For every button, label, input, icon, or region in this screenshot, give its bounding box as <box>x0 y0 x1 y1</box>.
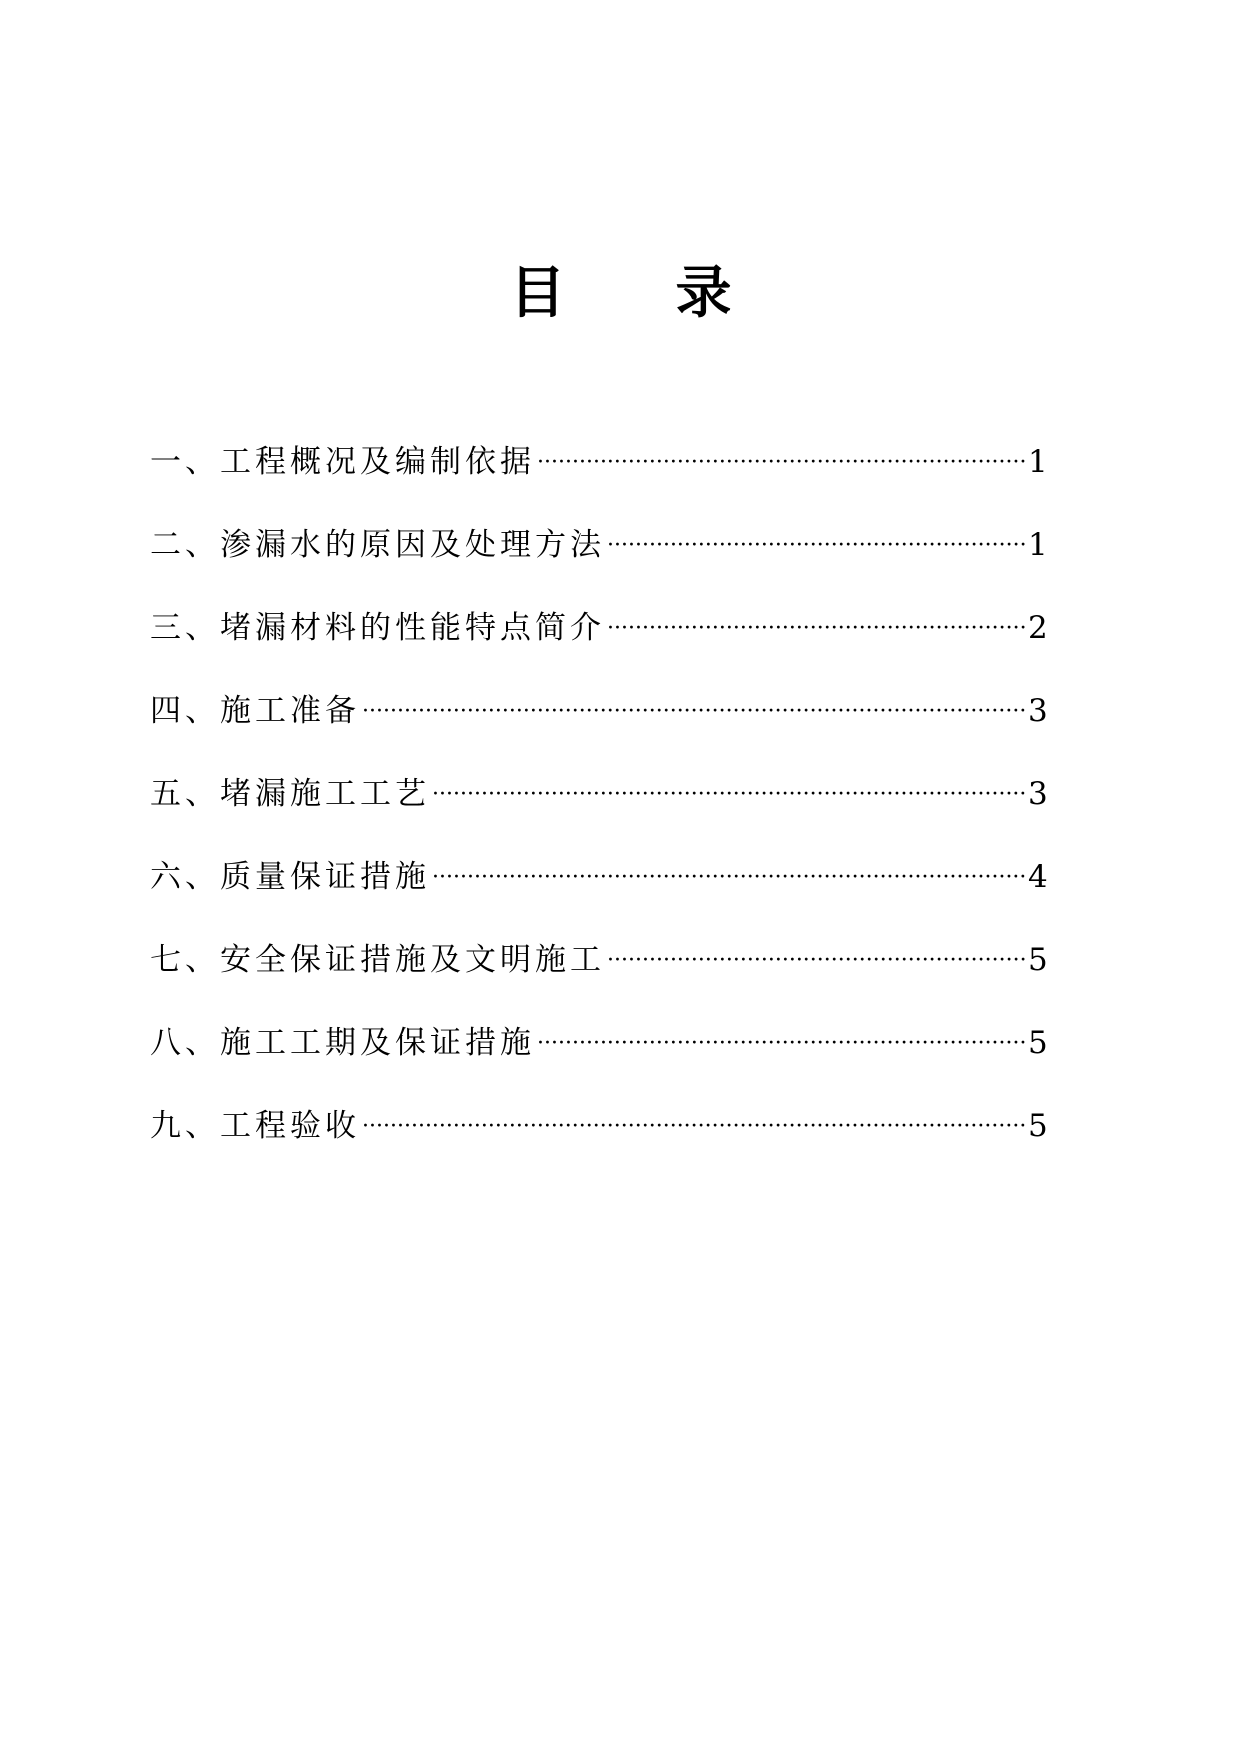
toc-entry-label: 五、堵漏施工工艺 <box>150 776 430 812</box>
dot-leader <box>607 927 1026 987</box>
toc-entry-1[interactable] <box>150 432 1046 515</box>
toc-entry-page: 1 <box>1028 527 1048 563</box>
toc-entry-label: 八、施工工期及保证措施 <box>150 1025 535 1061</box>
page-title <box>0 258 1241 330</box>
toc-entry-page: 5 <box>1028 942 1048 978</box>
toc-entry-page: 2 <box>1028 610 1048 646</box>
dot-leader <box>432 844 1026 904</box>
toc-entry-3[interactable] <box>150 598 1046 681</box>
toc-entry-label: 四、施工准备 <box>150 693 360 729</box>
toc-entry-page: 3 <box>1028 693 1048 729</box>
toc-entry-label: 一、工程概况及编制依据 <box>150 444 535 480</box>
toc-entry-5[interactable] <box>150 764 1046 847</box>
toc-entry-page: 1 <box>1028 444 1048 480</box>
table-of-contents <box>150 432 1046 1179</box>
dot-leader <box>537 429 1026 489</box>
toc-entry-4[interactable] <box>150 681 1046 764</box>
toc-entry-page: 5 <box>1028 1108 1048 1144</box>
toc-entry-label: 六、质量保证措施 <box>150 859 430 895</box>
toc-entry-2[interactable] <box>150 515 1046 598</box>
dot-leader <box>607 595 1026 655</box>
dot-leader <box>362 1093 1026 1153</box>
toc-entry-page: 4 <box>1028 859 1048 895</box>
toc-entry-page: 3 <box>1028 776 1048 812</box>
toc-entry-7[interactable] <box>150 930 1046 1013</box>
title-char-1: 目 <box>509 261 566 326</box>
title-char-2: 录 <box>675 261 732 326</box>
dot-leader <box>537 1010 1026 1070</box>
dot-leader <box>607 512 1026 572</box>
toc-entry-page: 5 <box>1028 1025 1048 1061</box>
toc-entry-8[interactable] <box>150 1013 1046 1096</box>
toc-entry-label: 九、工程验收 <box>150 1108 360 1144</box>
toc-entry-6[interactable] <box>150 847 1046 930</box>
toc-entry-label: 七、安全保证措施及文明施工 <box>150 942 605 978</box>
toc-entry-label: 二、渗漏水的原因及处理方法 <box>150 527 605 563</box>
dot-leader <box>362 678 1026 738</box>
toc-entry-9[interactable] <box>150 1096 1046 1179</box>
toc-entry-label: 三、堵漏材料的性能特点简介 <box>150 610 605 646</box>
dot-leader <box>432 761 1026 821</box>
